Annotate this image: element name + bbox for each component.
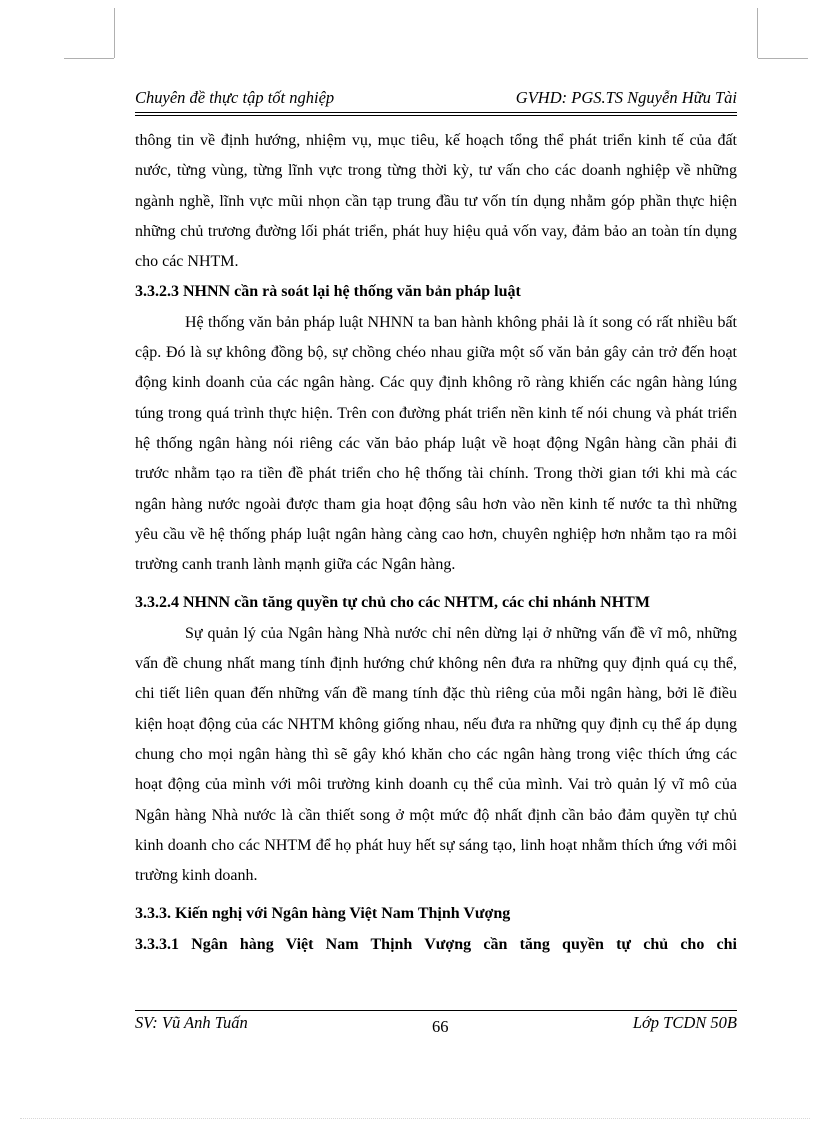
paragraph-continued: thông tin về định hướng, nhiệm vụ, mục tiêu, kế hoạch tổng thể phát triển kinh tế của đất nước, từng vùng, từng lĩnh vực trong từng thời kỳ, tư vấn cho các doanh nghiệp về những ngành nghề, lĩnh vực mũi nhọn cần tạp trung đầu tư vốn tín dụng nhằm góp phần thực hiện những chủ trương đường lối phát triển, phát huy hiệu quả vốn vay, đảm bảo an toàn tín dụng cho các NHTM. (135, 132, 737, 271)
footer-class: Lớp TCDN 50B (632, 1013, 737, 1032)
paragraph-autonomy: Sự quản lý của Ngân hàng Nhà nước chỉ nên dừng lại ở những vấn đề vĩ mô, những vấn đề chung nhất mang tính định hướng chứ không nên đưa ra những quy định quá cụ thể, chi tiết liên quan đến những vấn đề mang tính đặc thù riêng của mỗi ngân hàng, bởi lẽ điều kiện hoạt động của các NHTM không giống nhau, nếu đưa ra những quy định cụ thể áp dụng chung cho mọi ngân hàng thì sẽ gây khó khăn cho các ngân hàng trong việc thích ứng các hoạt động của mình với môi trường kinh doanh cụ thể của mình. Vai trò quản lý vĩ mô của Ngân hàng Nhà nước là cần thiết song ở một mức độ nhất định cần bảo đảm quyền tự chủ kinh doanh cho các NHTM để họ phát huy hết sự sáng tạo, linh hoạt nhằm thích ứng với môi trường kinh doanh. (135, 624, 737, 885)
footer-rule (135, 1010, 737, 1011)
heading-3-3-3: 3.3.3. Kiến nghị với Ngân hàng Việt Nam Thịnh Vượng (135, 905, 511, 923)
page-number: 66 (432, 1017, 449, 1036)
heading-3-3-2-3: 3.3.2.3 NHNN cần rà soát lại hệ thống văn bản pháp luật (135, 283, 521, 301)
paragraph-legal-system: Hệ thống văn bản pháp luật NHNN ta ban hành không phải là ít song có rất nhiều bất cập. Đó là sự không đồng bộ, sự chồng chéo nhau giữa một số văn bản gây cản trở đến hoạt động kinh doanh của các ngân hàng. Các quy định không rõ ràng khiến các ngân hàng lúng túng trong quá trình thực hiện. Trên con đường phát triển nền kinh tế nói chung và phát triển hệ thống ngân hàng nói riêng các văn bảo pháp luật về hoạt động Ngân hàng cần phải đi trước nhằm tạo ra tiền đề phát triển cho hệ thống tài chính. Trong thời gian tới khi mà các ngân hàng nước ngoài được tham gia hoạt động sâu hơn vào nền kinh tế nước ta thì những yêu cầu về hệ thống pháp luật ngân hàng càng cao hơn, chuyên nghiệp hơn nhằm tạo ra môi trường canh tranh lành mạnh giữa các Ngân hàng. (135, 313, 737, 574)
header-right-supervisor: GVHD: PGS.TS Nguyễn Hữu Tài (515, 88, 737, 107)
document-body (135, 126, 737, 960)
crop-mark-top-right-h (758, 58, 808, 59)
header-rule (135, 112, 737, 113)
header-left-title: Chuyên đề thực tập tốt nghiệp (135, 88, 335, 107)
footer-student-name: SV: Vũ Anh Tuấn (135, 1013, 248, 1032)
heading-3-3-2-4: 3.3.2.4 NHNN cần tăng quyền tự chủ cho các NHTM, các chi nhánh NHTM (135, 594, 650, 612)
heading-3-3-3-1: 3.3.3.1 Ngân hàng Việt Nam Thịnh Vượng cần tăng quyền tự chủ cho chi (135, 935, 737, 953)
page-header (135, 88, 737, 108)
page-bottom-dotted-line (20, 1118, 810, 1119)
page-footer (135, 1013, 737, 1037)
crop-mark-top-left-h (64, 58, 114, 59)
crop-mark-top-right-v (757, 8, 758, 58)
header-rule-thin (135, 115, 737, 116)
crop-mark-top-left-v (114, 8, 115, 58)
